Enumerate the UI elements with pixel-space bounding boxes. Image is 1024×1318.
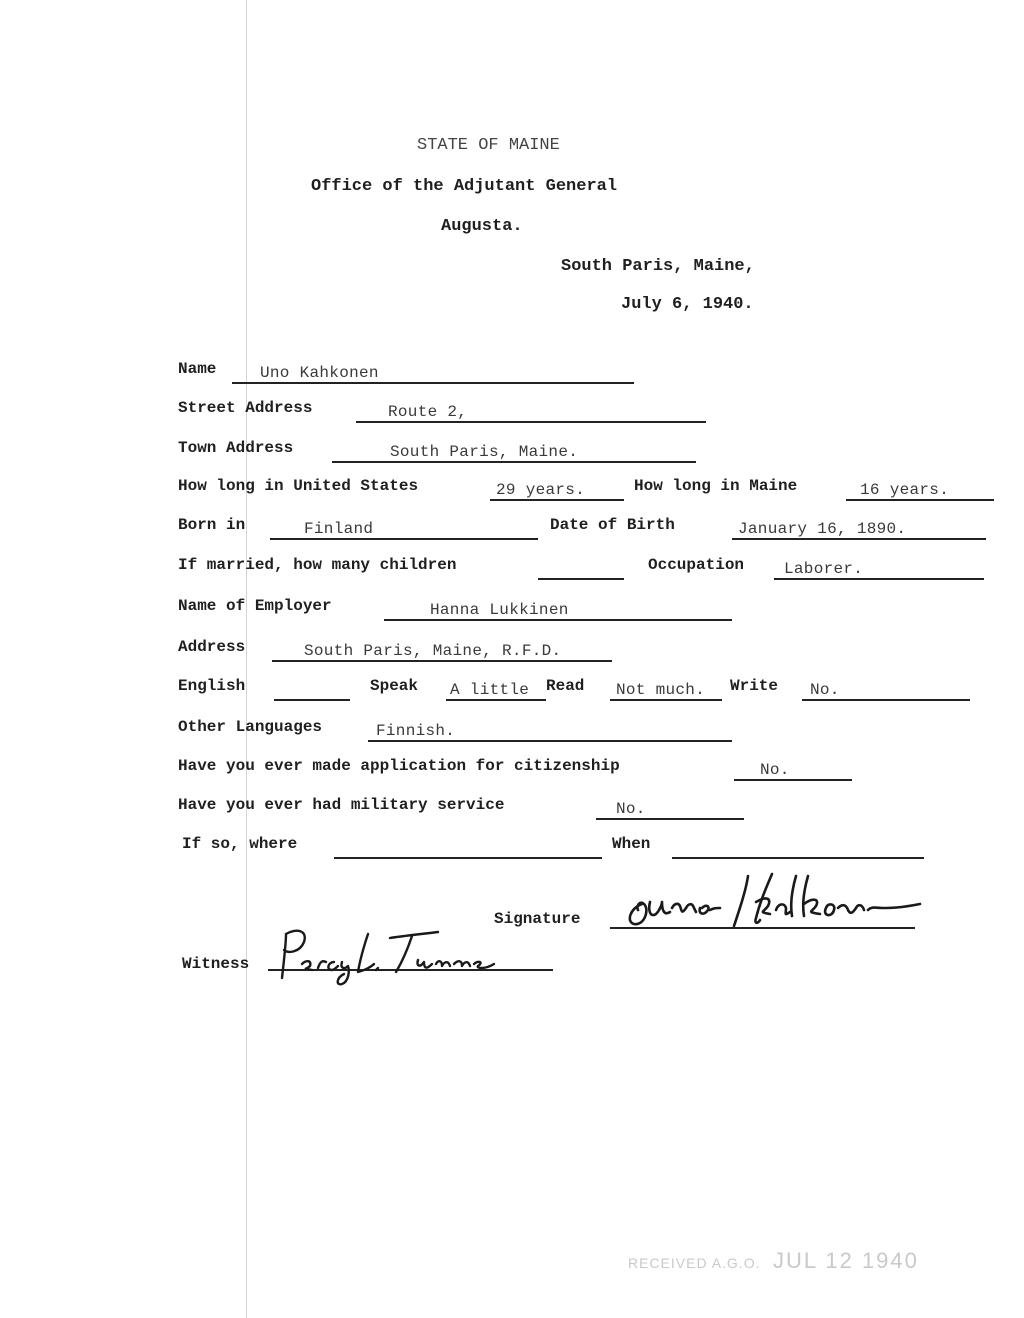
when-label: When [612,835,651,853]
english-label: English [178,677,246,695]
office-heading: Office of the Adjutant General [311,177,618,196]
when-field[interactable] [672,835,924,859]
address-field[interactable]: South Paris, Maine, R.F.D. [272,638,612,662]
military-field[interactable]: No. [596,796,744,820]
write-field[interactable]: No. [802,677,970,701]
occupation-field[interactable]: Laborer. [774,556,984,580]
dob-label: Date of Birth [550,516,675,534]
children-field[interactable] [538,556,624,580]
citizenship-field[interactable]: No. [734,757,852,781]
name-label: Name [178,360,217,378]
read-field[interactable]: Not much. [610,677,722,701]
place-line: South Paris, Maine, [561,257,755,276]
signature-handwriting [620,868,970,938]
town-field[interactable]: South Paris, Maine. [332,439,696,463]
maine-years-field[interactable]: 16 years. [846,477,994,501]
where-label: If so, where [182,835,298,853]
other-languages-label: Other Languages [178,718,323,736]
page-crease [246,0,247,1318]
received-stamp-text: RECEIVED A.G.O. [628,1255,761,1271]
other-languages-field[interactable]: Finnish. [368,718,732,742]
write-label: Write [730,677,779,695]
where-field[interactable] [334,835,602,859]
read-label: Read [546,677,585,695]
received-stamp [628,1248,919,1274]
children-label: If married, how many children [178,556,457,574]
witness-handwriting [272,920,512,990]
english-field[interactable] [274,677,350,701]
date-line: July 6, 1940. [621,295,754,314]
speak-label: Speak [370,677,419,695]
address-label: Address [178,638,246,656]
received-stamp-date: JUL 12 1940 [772,1248,919,1273]
citizenship-label: Have you ever made application for citizenship [178,757,620,775]
born-label: Born in [178,516,246,534]
us-years-label: How long in United States [178,477,419,495]
signature-label: Signature [494,910,581,928]
street-label: Street Address [178,399,313,417]
born-field[interactable]: Finland [270,516,538,540]
occupation-label: Occupation [648,556,745,574]
employer-label: Name of Employer [178,597,332,615]
dob-field[interactable]: January 16, 1890. [732,516,986,540]
name-field[interactable]: Uno Kahkonen [232,360,634,384]
street-field[interactable]: Route 2, [356,399,706,423]
state-heading: STATE OF MAINE [417,136,560,155]
maine-years-label: How long in Maine [634,477,798,495]
speak-field[interactable]: A little [446,677,546,701]
witness-label: Witness [182,955,250,973]
us-years-field[interactable]: 29 years. [490,477,624,501]
town-label: Town Address [178,439,294,457]
employer-field[interactable]: Hanna Lukkinen [384,597,732,621]
military-label: Have you ever had military service [178,796,505,814]
city-heading: Augusta. [441,217,523,236]
